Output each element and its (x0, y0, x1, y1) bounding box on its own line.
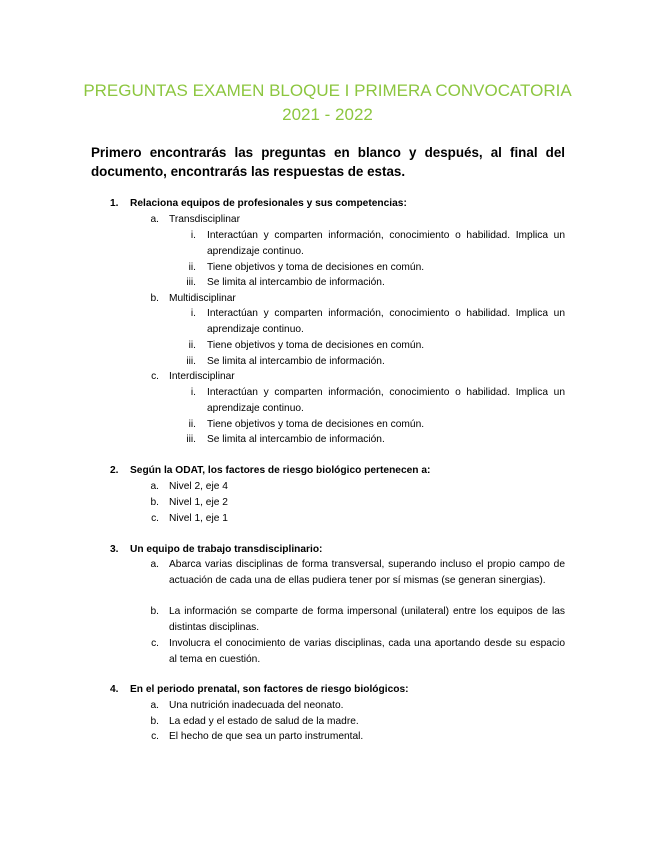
suboption-text: Interactúan y comparten información, conocimiento o habilidad. Implica un aprendizaje continuo. (207, 387, 565, 414)
option-label: b. (150, 606, 159, 617)
suboption-text: Se limita al intercambio de información. (207, 434, 385, 445)
option-text: Abarca varias disciplinas de forma transversal, superando incluso el propio campo de actuación de cada una de ellas pudiera tener por sí mismas (se generan sinergias). (169, 559, 565, 586)
option-text: Nivel 2, eje 4 (169, 481, 228, 492)
question-number: 4. (110, 684, 119, 695)
option-label: a. (150, 700, 159, 711)
option-label: c. (151, 513, 159, 524)
option-label: b. (150, 293, 159, 304)
suboption-label: i. (190, 387, 196, 398)
suboption-text: Se limita al intercambio de información. (207, 277, 385, 288)
option-text: Multidisciplinar (169, 293, 236, 304)
question-text: Según la ODAT, los factores de riesgo biológico pertenecen a: (130, 465, 431, 476)
title-line-2: 2021 - 2022 (282, 105, 373, 124)
option-label: a. (150, 481, 159, 492)
suboption-label: iii. (186, 277, 196, 288)
suboption-text: Tiene objetivos y toma de decisiones en común. (207, 419, 425, 430)
question-number: 1. (110, 198, 119, 209)
suboption-text: Tiene objetivos y toma de decisiones en común. (207, 262, 425, 273)
suboption-label: iii. (186, 434, 196, 445)
title-line-1: PREGUNTAS EXAMEN BLOQUE I PRIMERA CONVOCATORIA (83, 81, 572, 100)
option-text: Transdisciplinar (169, 214, 240, 225)
option-text: La información se comparte de forma impersonal (unilateral) entre los equipos de las distintas disciplinas. (169, 606, 565, 633)
question-number: 3. (110, 544, 119, 555)
option-label: a. (150, 214, 159, 225)
question-text: En el periodo prenatal, son factores de riesgo biológicos: (130, 684, 409, 695)
suboption-label: ii. (188, 340, 196, 351)
suboption-label: ii. (188, 419, 196, 430)
suboption-text: Interactúan y comparten información, conocimiento o habilidad. Implica un aprendizaje continuo. (207, 230, 565, 257)
question-text: Relaciona equipos de profesionales y sus competencias: (130, 198, 407, 209)
intro-paragraph: Primero encontrarás las preguntas en blanco y después, al final del documento, encontrarás las respuestas de estas. (91, 145, 565, 179)
question-number: 2. (110, 465, 119, 476)
option-text: Una nutrición inadecuada del neonato. (169, 700, 344, 711)
suboption-label: ii. (188, 262, 196, 273)
option-text: El hecho de que sea un parto instrumental. (169, 731, 364, 742)
option-label: c. (151, 638, 159, 649)
option-text: La edad y el estado de salud de la madre. (169, 716, 359, 727)
option-text: Nivel 1, eje 2 (169, 497, 228, 508)
option-label: a. (150, 559, 159, 570)
option-label: b. (150, 497, 159, 508)
option-label: b. (150, 716, 159, 727)
document-title (60, 79, 595, 127)
suboption-label: iii. (186, 356, 196, 367)
option-label: c. (151, 731, 159, 742)
suboption-text: Tiene objetivos y toma de decisiones en común. (207, 340, 425, 351)
question-text: Un equipo de trabajo transdisciplinario: (130, 544, 323, 555)
suboption-text: Se limita al intercambio de información. (207, 356, 385, 367)
option-label: c. (151, 371, 159, 382)
option-text: Nivel 1, eje 1 (169, 513, 228, 524)
suboption-label: i. (190, 230, 196, 241)
suboption-label: i. (190, 308, 196, 319)
option-text: Interdisciplinar (169, 371, 235, 382)
option-text: Involucra el conocimiento de varias disciplinas, cada una aportando desde su espacio al tema en cuestión. (169, 638, 565, 665)
suboption-text: Interactúan y comparten información, conocimiento o habilidad. Implica un aprendizaje continuo. (207, 308, 565, 335)
